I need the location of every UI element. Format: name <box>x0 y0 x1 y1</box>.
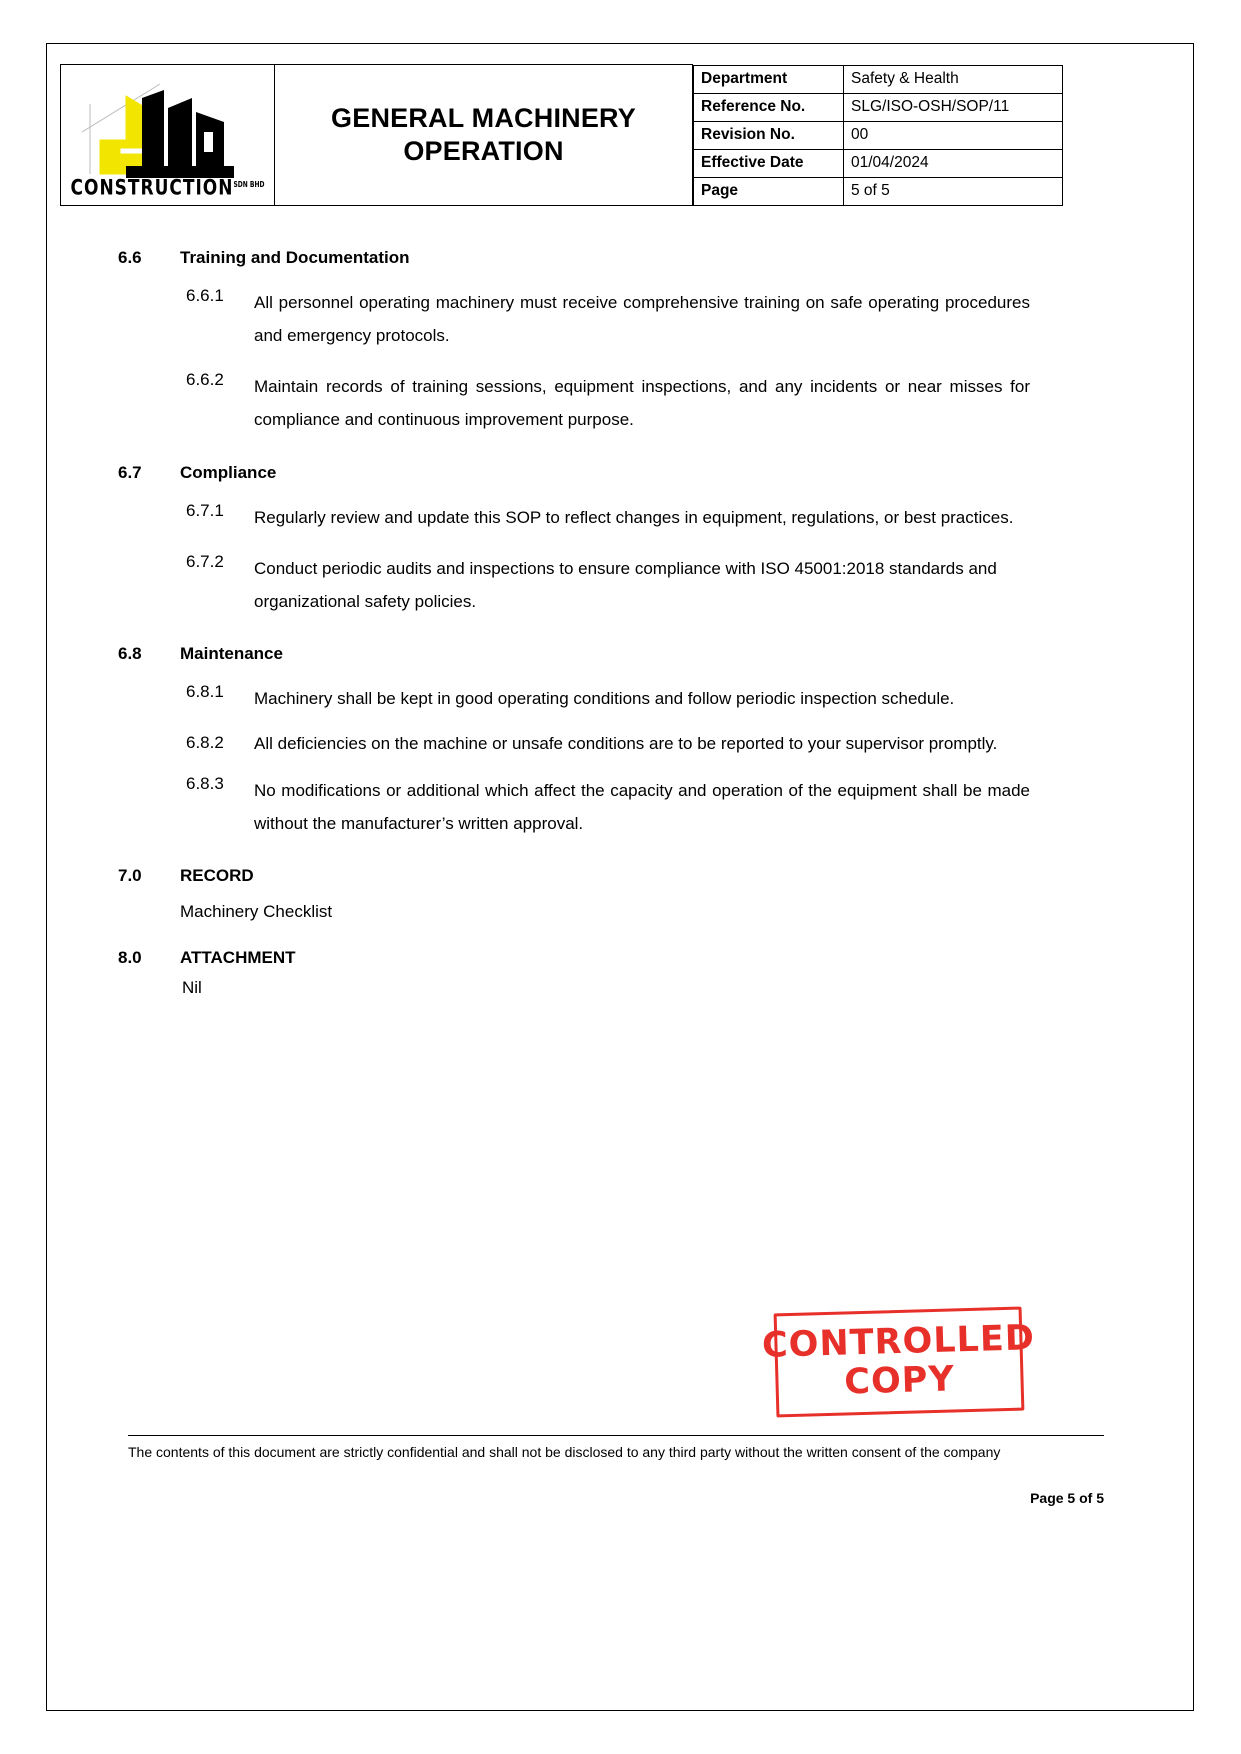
meta-value-page: 5 of 5 <box>844 177 1063 205</box>
clause-number-6-8-2: 6.8.2 <box>186 733 224 753</box>
clause-number-6-7-2: 6.7.2 <box>186 551 224 571</box>
section-title-8-0: ATTACHMENT <box>180 948 296 968</box>
document-title-line-1: GENERAL MACHINERY <box>331 103 636 134</box>
clause-number-6-6-2: 6.6.2 <box>186 370 224 390</box>
clause-text-6-7-1: Regularly review and update this SOP to reflect changes in equipment, regulations, or best practices. <box>254 507 1014 527</box>
logo-wordmark-text: CONSTRUCTION <box>70 175 234 201</box>
section-heading-7-0 <box>118 866 1030 886</box>
section-title-6-6: Training and Documentation <box>180 248 410 267</box>
section-number-6-8: 6.8 <box>118 643 142 663</box>
clause-text-6-8-1: Machinery shall be kept in good operating conditions and follow periodic inspection schedule. <box>254 688 955 708</box>
section-heading-6-7 <box>118 463 1030 483</box>
meta-row-page <box>694 177 1063 205</box>
section-number-6-6: 6.6 <box>118 248 142 267</box>
meta-row-effective-date <box>694 149 1063 177</box>
section-heading-6-6 <box>118 248 1030 268</box>
clause-number-6-7-1: 6.7.1 <box>186 500 224 520</box>
stamp-text-line-2: COPY <box>843 1359 956 1403</box>
section-heading-6-8 <box>118 644 1030 664</box>
meta-label-effective-date: Effective Date <box>694 149 844 177</box>
clause-number-6-8-1: 6.8.1 <box>186 681 224 701</box>
clause-number-6-8-3: 6.8.3 <box>186 774 224 794</box>
section-title-6-7: Compliance <box>180 462 277 482</box>
meta-label-revision-no: Revision No. <box>694 121 844 149</box>
clause-6-7-2 <box>186 552 1030 618</box>
clause-6-8-1 <box>186 682 1030 715</box>
meta-label-department: Department <box>694 65 844 93</box>
document-title-line-2: OPERATION <box>403 136 564 166</box>
logo-trademark: SDN BHD <box>233 180 265 190</box>
clause-text-6-7-2: Conduct periodic audits and inspections to ensure compliance with ISO 45001:2018 standards and organizational safety policies. <box>254 558 997 611</box>
clause-6-6-2 <box>186 370 1030 436</box>
section-content-7-0: Machinery Checklist <box>180 902 333 922</box>
clause-6-8-3 <box>186 774 1030 840</box>
meta-label-reference-no: Reference No. <box>694 93 844 121</box>
section-number-7-0: 7.0 <box>118 866 142 886</box>
section-number-6-7: 6.7 <box>118 462 142 482</box>
meta-label-page: Page <box>694 177 844 205</box>
section-heading-8-0 <box>118 948 1030 968</box>
section-number-8-0: 8.0 <box>118 948 142 968</box>
clause-text-6-6-2: Maintain records of training sessions, equipment inspections, and any incidents or near misses for compliance and continuous improvement purpose. <box>254 377 1030 430</box>
footer-page-number: Page 5 of 5 <box>1030 1490 1104 1506</box>
meta-value-reference-no: SLG/ISO-OSH/SOP/11 <box>844 93 1063 121</box>
footer-divider <box>128 1435 1104 1436</box>
document-meta-cell <box>693 65 1064 206</box>
clause-6-8-2 <box>186 733 1030 756</box>
clause-number-6-6-1: 6.6.1 <box>186 286 224 305</box>
meta-row-revision-no <box>694 121 1063 149</box>
meta-value-effective-date: 01/04/2024 <box>844 149 1063 177</box>
document-meta-table <box>693 65 1063 206</box>
clause-text-6-8-3: No modifications or additional which affect the capacity and operation of the equipment shall be made without the manufacturer’s written approval. <box>254 781 1030 834</box>
section-title-6-8: Maintenance <box>180 643 283 663</box>
document-header-table <box>60 64 1063 206</box>
document-title-cell <box>275 65 693 206</box>
company-logo-cell <box>61 65 275 206</box>
document-body <box>118 248 1030 998</box>
clause-text-6-8-2: All deficiencies on the machine or unsafe conditions are to be reported to your supervisor promptly. <box>254 734 998 754</box>
meta-value-department: Safety & Health <box>844 65 1063 93</box>
stamp-text-line-1: CONTROLLED <box>761 1318 1036 1367</box>
meta-row-reference-no <box>694 93 1063 121</box>
meta-row-department <box>694 65 1063 93</box>
logo-wordmark <box>68 176 268 201</box>
slg-construction-logo <box>68 70 268 200</box>
section-content-8-0: Nil <box>182 978 202 998</box>
meta-value-revision-no: 00 <box>844 121 1063 149</box>
clause-text-6-6-1: All personnel operating machinery must receive comprehensive training on safe operating procedures and emergency protocols. <box>254 293 1030 346</box>
section-title-7-0: RECORD <box>180 866 254 886</box>
clause-6-7-1 <box>186 501 1030 534</box>
controlled-copy-stamp <box>761 1307 1036 1418</box>
clause-6-6-1 <box>186 286 1030 352</box>
footer-confidentiality-note: The contents of this document are strictly confidential and shall not be disclosed to any third party without the written consent of the company <box>128 1444 1001 1460</box>
